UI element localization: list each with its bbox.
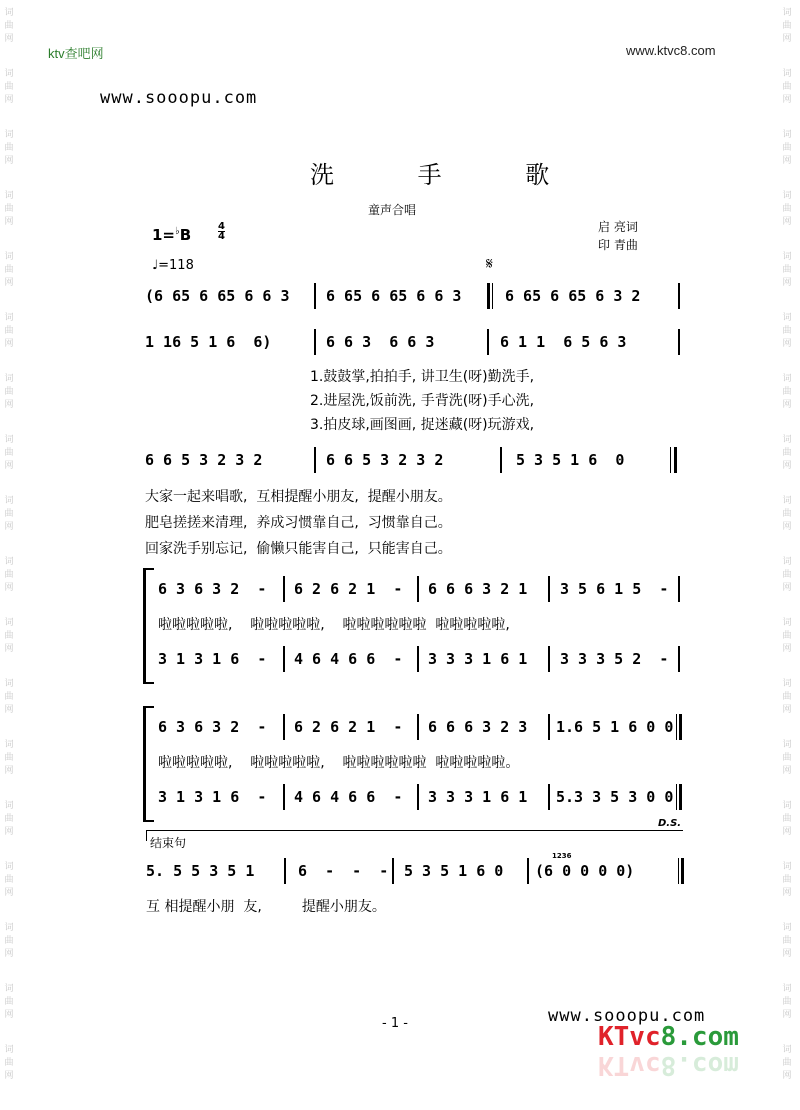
barline: [527, 858, 529, 884]
chorus2-upper-m2: 6 2 6 2 1 -: [294, 718, 403, 736]
side-watermark-char: 曲: [4, 814, 14, 824]
side-watermark-char: 词: [4, 618, 14, 628]
chorus1-lower-m2: 4 6 4 6 6 -: [294, 650, 403, 668]
side-watermark-char: 曲: [782, 814, 792, 824]
chorus2-lyric: 啦啦啦啦啦, 啦啦啦啦啦, 啦啦啦啦啦啦 啦啦啦啦啦。: [158, 755, 520, 771]
barline: [417, 576, 419, 602]
final-thin: [676, 714, 677, 740]
side-watermark-char: 词: [4, 1045, 14, 1055]
key-prefix: 1=: [152, 226, 176, 244]
side-watermark-char: 词: [782, 496, 792, 506]
key-signature: [152, 226, 191, 244]
side-watermark-char: 网: [4, 522, 14, 532]
side-watermark-char: 曲: [782, 143, 792, 153]
side-watermark-char: 曲: [4, 448, 14, 458]
side-watermark-char: 曲: [4, 509, 14, 519]
side-watermark-char: 词: [782, 923, 792, 933]
side-watermark-char: 曲: [782, 875, 792, 885]
side-watermark-char: 网: [782, 400, 792, 410]
side-watermark-char: 网: [4, 766, 14, 776]
side-watermark-char: 曲: [4, 692, 14, 702]
side-watermark-char: 网: [4, 583, 14, 593]
score-row1-m3: 6 65 6 65 6 3 2: [505, 287, 641, 305]
system-brace: [143, 706, 154, 822]
final-barline: [679, 784, 682, 810]
side-watermark-char: 曲: [4, 631, 14, 641]
side-watermark-char: 网: [4, 217, 14, 227]
score-row2-m1: 1 16 5 1 6 6): [145, 333, 272, 351]
side-watermark-char: 网: [782, 34, 792, 44]
side-watermark-char: 词: [4, 557, 14, 567]
barline: [678, 283, 680, 309]
chorus1-lyric: 啦啦啦啦啦, 啦啦啦啦啦, 啦啦啦啦啦啦 啦啦啦啦啦,: [158, 617, 510, 633]
composer-credit: 印 青曲: [598, 238, 638, 252]
barline: [392, 858, 394, 884]
side-watermark-char: 网: [782, 583, 792, 593]
side-watermark-char: 网: [4, 1071, 14, 1081]
da-segno-mark: D.S.: [658, 818, 682, 829]
score-row3-m3: 5 3 5 1 6 0: [516, 451, 625, 469]
chorus1-upper-m1: 6 3 6 3 2 -: [158, 580, 267, 598]
side-watermark-char: 曲: [4, 326, 14, 336]
repeat-start-thin: [492, 283, 493, 309]
verse-a-line3: 3.拍皮球,画图画, 捉迷藏(呀)玩游戏,: [310, 417, 535, 433]
barline: [500, 447, 502, 473]
chorus1-upper-m2: 6 2 6 2 1 -: [294, 580, 403, 598]
system-brace: [143, 568, 154, 684]
side-watermark-char: 网: [782, 461, 792, 471]
side-watermark-char: 词: [782, 618, 792, 628]
side-watermark-char: 网: [782, 95, 792, 105]
barline: [417, 714, 419, 740]
barline: [283, 714, 285, 740]
side-watermark-char: 网: [4, 339, 14, 349]
score-row2-m3: 6 1 1 6 5 6 3: [500, 333, 627, 351]
header-left-site[interactable]: ktv查吧网: [48, 46, 104, 61]
side-watermark-char: 曲: [782, 570, 792, 580]
side-watermark-char: 曲: [4, 143, 14, 153]
side-watermark-char: 曲: [4, 936, 14, 946]
chorus1-lower-m3: 3 3 3 1 6 1: [428, 650, 528, 668]
final-thin: [678, 858, 679, 884]
barline: [548, 784, 550, 810]
tempo-mark: ♩=118: [152, 258, 194, 273]
side-watermark-char: 曲: [782, 509, 792, 519]
side-watermark-char: 网: [782, 339, 792, 349]
ending-m3: 5 3 5 1 6 0: [404, 862, 504, 880]
side-watermark-char: 网: [782, 644, 792, 654]
side-watermark-char: 词: [782, 191, 792, 201]
side-watermark-char: 词: [782, 984, 792, 994]
score-row3-m1: 6 6 5 3 2 3 2: [145, 451, 263, 469]
time-top: 4: [218, 221, 225, 232]
side-watermark-char: 曲: [4, 1058, 14, 1068]
score-row2-m2: 6 6 3 6 6 3: [326, 333, 435, 351]
score-row3-m2: 6 6 5 3 2 3 2: [326, 451, 444, 469]
barline: [417, 784, 419, 810]
side-watermark-char: 网: [4, 461, 14, 471]
final-thin: [676, 784, 677, 810]
side-watermark-char: 曲: [782, 265, 792, 275]
side-watermark-char: 曲: [4, 204, 14, 214]
barline: [284, 858, 286, 884]
score-row1-m2: 6 65 6 65 6 6 3: [326, 287, 462, 305]
side-watermark-char: 词: [4, 679, 14, 689]
chorus2-lower-m4: 5.3 3 5 3 0 0: [556, 788, 674, 806]
side-watermark-char: 曲: [782, 631, 792, 641]
ktvc8-logo-reflection: KTvc8.com: [598, 1050, 739, 1080]
barline: [548, 576, 550, 602]
side-watermark-char: 网: [4, 705, 14, 715]
song-title: 洗 手 歌: [310, 161, 588, 189]
repeat-end-barline: [674, 447, 677, 473]
side-watermark-char: 曲: [4, 82, 14, 92]
barline: [487, 329, 489, 355]
side-watermark-char: 词: [4, 69, 14, 79]
chorus2-upper-m4: 1.6 5 1 6 0 0: [556, 718, 674, 736]
side-watermark-char: 词: [782, 740, 792, 750]
ending-label: 结束句: [150, 836, 187, 850]
left-watermark-column: [2, 0, 16, 1110]
side-watermark-char: 网: [782, 156, 792, 166]
side-watermark-char: 曲: [4, 997, 14, 1007]
side-watermark-char: 词: [4, 984, 14, 994]
chorus2-lower-m1: 3 1 3 1 6 -: [158, 788, 267, 806]
side-watermark-char: 曲: [4, 570, 14, 580]
watermark-bottom: www.sooopu.com: [548, 1006, 706, 1026]
chorus2-upper-m1: 6 3 6 3 2 -: [158, 718, 267, 736]
side-watermark-char: 网: [4, 1010, 14, 1020]
chorus1-lower-m1: 3 1 3 1 6 -: [158, 650, 267, 668]
side-watermark-char: 词: [782, 557, 792, 567]
chorus2-lower-m3: 3 3 3 1 6 1: [428, 788, 528, 806]
chorus1-upper-m4: 3 5 6 1 5 -: [560, 580, 669, 598]
barline: [678, 646, 680, 672]
side-watermark-char: 词: [782, 679, 792, 689]
side-watermark-char: 网: [4, 156, 14, 166]
side-watermark-char: 曲: [782, 753, 792, 763]
barline: [314, 447, 316, 473]
side-watermark-char: 词: [4, 130, 14, 140]
side-watermark-char: 词: [4, 313, 14, 323]
side-watermark-char: 词: [4, 801, 14, 811]
subtitle: 童声合唱: [368, 203, 417, 217]
side-watermark-char: 曲: [782, 204, 792, 214]
chorus1-upper-m3: 6 6 6 3 2 1: [428, 580, 528, 598]
side-watermark-char: 词: [782, 252, 792, 262]
side-watermark-char: 词: [782, 130, 792, 140]
ending-m4: (6 0 0 0 0): [535, 862, 635, 880]
lyricist-credit: 启 亮词: [598, 220, 638, 234]
side-watermark-char: 词: [782, 313, 792, 323]
side-watermark-char: 曲: [4, 21, 14, 31]
barline: [314, 283, 316, 309]
side-watermark-char: 曲: [782, 326, 792, 336]
time-signature: [218, 222, 225, 241]
barline: [417, 646, 419, 672]
side-watermark-char: 词: [782, 435, 792, 445]
barline: [283, 576, 285, 602]
score-row1-m1: (6 65 6 65 6 6 3: [145, 287, 290, 305]
side-watermark-char: 词: [782, 801, 792, 811]
side-watermark-char: 曲: [782, 1058, 792, 1068]
barline: [548, 714, 550, 740]
ending-m2: 6 - - -: [298, 862, 389, 880]
side-watermark-char: 网: [4, 888, 14, 898]
side-watermark-char: 曲: [4, 387, 14, 397]
ending-m1: 5. 5 5 3 5 1: [146, 862, 255, 880]
verse-b-line2: 肥皂搓搓来清理, 养成习惯靠自己, 习惯靠自己。: [145, 515, 452, 531]
side-watermark-char: 曲: [782, 21, 792, 31]
ending-lyric: 互 相提醒小朋 友, 提醒小朋友。: [146, 899, 386, 915]
verse-b-line3: 回家洗手别忘记, 偷懒只能害自己, 只能害自己。: [145, 541, 452, 557]
grace-notes: 1236: [552, 852, 572, 860]
side-watermark-char: 词: [4, 496, 14, 506]
side-watermark-char: 网: [4, 644, 14, 654]
flat-sign: ♭: [175, 226, 180, 237]
side-watermark-char: 曲: [4, 875, 14, 885]
side-watermark-char: 网: [782, 522, 792, 532]
side-watermark-char: 词: [782, 8, 792, 18]
side-watermark-char: 网: [782, 1010, 792, 1020]
side-watermark-char: 网: [782, 217, 792, 227]
barline: [548, 646, 550, 672]
ktvc8-logo: KTvc8.com: [598, 1022, 739, 1052]
side-watermark-char: 曲: [782, 448, 792, 458]
barline: [314, 329, 316, 355]
side-watermark-char: 曲: [4, 265, 14, 275]
side-watermark-char: 网: [782, 766, 792, 776]
side-watermark-char: 曲: [782, 387, 792, 397]
barline: [678, 576, 680, 602]
side-watermark-char: 曲: [782, 997, 792, 1007]
side-watermark-char: 曲: [782, 936, 792, 946]
side-watermark-char: 词: [782, 374, 792, 384]
side-watermark-char: 词: [4, 191, 14, 201]
verse-a-line2: 2.进屋洗,饭前洗, 手背洗(呀)手心洗,: [310, 393, 535, 409]
segno-sign: 𝄋: [486, 254, 493, 273]
side-watermark-char: 网: [4, 95, 14, 105]
barline: [283, 784, 285, 810]
barline: [283, 646, 285, 672]
side-watermark-char: 词: [782, 1045, 792, 1055]
side-watermark-char: 网: [782, 278, 792, 288]
chorus1-lower-m4: 3 3 3 5 2 -: [560, 650, 669, 668]
side-watermark-char: 词: [782, 69, 792, 79]
repeat-end-thin: [670, 447, 671, 473]
time-bottom: 4: [218, 231, 225, 242]
side-watermark-char: 词: [4, 252, 14, 262]
ending-bracket: [146, 830, 683, 841]
repeat-start-barline: [487, 283, 490, 309]
barline: [678, 329, 680, 355]
verse-b-line1: 大家一起来唱歌, 互相提醒小朋友, 提醒小朋友。: [145, 489, 452, 505]
side-watermark-char: 词: [4, 435, 14, 445]
side-watermark-char: 网: [782, 827, 792, 837]
side-watermark-char: 网: [4, 278, 14, 288]
final-barline: [681, 858, 684, 884]
final-barline: [679, 714, 682, 740]
key-note: B: [179, 226, 192, 244]
page-number: - 1 -: [382, 1016, 408, 1031]
side-watermark-char: 网: [4, 34, 14, 44]
side-watermark-char: 网: [782, 705, 792, 715]
side-watermark-char: 网: [4, 949, 14, 959]
side-watermark-char: 词: [4, 8, 14, 18]
side-watermark-char: 网: [782, 949, 792, 959]
side-watermark-char: 网: [782, 1071, 792, 1081]
chorus2-upper-m3: 6 6 6 3 2 3: [428, 718, 528, 736]
side-watermark-char: 词: [4, 923, 14, 933]
side-watermark-char: 网: [4, 400, 14, 410]
side-watermark-char: 曲: [782, 82, 792, 92]
chorus2-lower-m2: 4 6 4 6 6 -: [294, 788, 403, 806]
side-watermark-char: 曲: [782, 692, 792, 702]
side-watermark-char: 词: [4, 740, 14, 750]
verse-a-line1: 1.鼓鼓掌,拍拍手, 讲卫生(呀)勤洗手,: [310, 369, 535, 385]
side-watermark-char: 词: [4, 374, 14, 384]
side-watermark-char: 曲: [4, 753, 14, 763]
side-watermark-char: 词: [4, 862, 14, 872]
right-watermark-column: [780, 0, 794, 1110]
watermark-top: www.sooopu.com: [100, 88, 258, 108]
side-watermark-char: 网: [782, 888, 792, 898]
side-watermark-char: 网: [4, 827, 14, 837]
side-watermark-char: 词: [782, 862, 792, 872]
header-right-url[interactable]: www.ktvc8.com: [626, 43, 716, 58]
